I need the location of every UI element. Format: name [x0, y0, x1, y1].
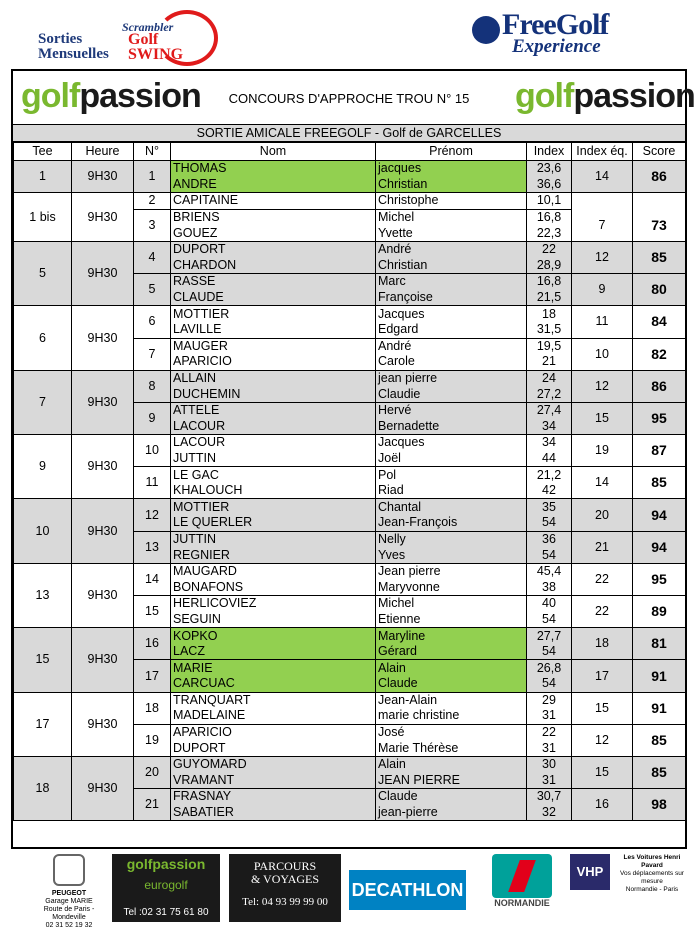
player-index: 36: [527, 531, 572, 547]
team-score: 91: [633, 660, 686, 692]
player-firstname: Alain: [376, 660, 527, 676]
player-index: 31: [527, 740, 572, 756]
player-lastname: MOTTIER: [171, 499, 376, 515]
player-lastname: ATTELE: [171, 402, 376, 418]
col-header-index: Index: [527, 143, 572, 161]
team-number-cell: 4: [134, 241, 171, 273]
team-score: 86: [633, 370, 686, 402]
player-lastname: LACZ: [171, 644, 376, 660]
team-index-eq: [572, 193, 633, 210]
team-index-eq: 14: [572, 161, 633, 193]
team-score: 86: [633, 161, 686, 193]
player-firstname: Etienne: [376, 612, 527, 628]
tee-cell: 15: [14, 628, 72, 692]
team-score: 85: [633, 241, 686, 273]
player-lastname: VRAMANT: [171, 773, 376, 789]
golf-swing-text: Golf SWING: [128, 31, 184, 63]
player-index: 42: [527, 483, 572, 499]
team-number-cell: 16: [134, 628, 171, 660]
golfpassion-logo-left: golfpassion: [21, 77, 201, 115]
player-firstname: marie christine: [376, 708, 527, 724]
team-score: 81: [633, 628, 686, 660]
freegolf-experience-logo: [468, 8, 668, 60]
heure-cell: 9H30: [72, 563, 134, 627]
tee-cell: 7: [14, 370, 72, 434]
team-number-cell: 13: [134, 531, 171, 563]
col-header-no: N°: [134, 143, 171, 161]
player-lastname: GOUEZ: [171, 225, 376, 241]
team-score: 91: [633, 692, 686, 724]
player-index: 45,4: [527, 563, 572, 579]
player-firstname: Nelly: [376, 531, 527, 547]
player-firstname: Bernadette: [376, 419, 527, 435]
player-index: 40: [527, 596, 572, 612]
team-number-cell: 7: [134, 338, 171, 370]
team-number-cell: 19: [134, 724, 171, 756]
player-index: 19,5: [527, 338, 572, 354]
player-firstname: Yvette: [376, 225, 527, 241]
player-firstname: Jacques: [376, 435, 527, 451]
team-index-eq: 14: [572, 467, 633, 499]
team-score: 80: [633, 274, 686, 306]
player-lastname: CARCUAC: [171, 676, 376, 692]
team-number-cell: 21: [134, 789, 171, 821]
table-row: [14, 161, 686, 177]
player-index: 21,5: [527, 290, 572, 306]
team-number-cell: 18: [134, 692, 171, 724]
team-score: 73: [633, 209, 686, 241]
player-index: 10,1: [527, 193, 572, 210]
player-lastname: BONAFONS: [171, 579, 376, 595]
player-firstname: Jean pierre: [376, 563, 527, 579]
team-number-cell: 10: [134, 435, 171, 467]
team-score: [633, 193, 686, 210]
player-lastname: MAUGARD: [171, 563, 376, 579]
team-index-eq: 15: [572, 756, 633, 788]
player-firstname: JEAN PIERRE: [376, 773, 527, 789]
freegolf-text: FreeGolf: [502, 8, 609, 41]
player-lastname: LE GAC: [171, 467, 376, 483]
player-firstname: André: [376, 241, 527, 257]
team-index-eq: 10: [572, 338, 633, 370]
player-lastname: KOPKO: [171, 628, 376, 644]
experience-text: Experience: [512, 36, 601, 57]
team-score: 95: [633, 402, 686, 434]
player-index: 21,2: [527, 467, 572, 483]
team-number-cell: 12: [134, 499, 171, 531]
player-index: 23,6: [527, 161, 572, 177]
team-score: 95: [633, 563, 686, 595]
player-lastname: LAVILLE: [171, 322, 376, 338]
table-row: [14, 499, 686, 515]
heure-cell: 9H30: [72, 756, 134, 820]
team-score: 82: [633, 338, 686, 370]
player-lastname: APARICIO: [171, 724, 376, 740]
player-index: 54: [527, 612, 572, 628]
team-number-cell: 20: [134, 756, 171, 788]
team-score: 98: [633, 789, 686, 821]
player-lastname: REGNIER: [171, 547, 376, 563]
col-header-tee: Tee: [14, 143, 72, 161]
player-firstname: Marc: [376, 274, 527, 290]
player-firstname: jean pierre: [376, 370, 527, 386]
player-firstname: Jean-Alain: [376, 692, 527, 708]
team-index-eq: 21: [572, 531, 633, 563]
tee-cell: 6: [14, 306, 72, 370]
player-lastname: MADELAINE: [171, 708, 376, 724]
player-lastname: APARICIO: [171, 354, 376, 370]
sorties-mensuelles-logo: [38, 10, 218, 63]
player-firstname: Claude: [376, 676, 527, 692]
player-index: 29: [527, 692, 572, 708]
heure-cell: 9H30: [72, 161, 134, 193]
player-index: 31,5: [527, 322, 572, 338]
table-row: [14, 563, 686, 579]
player-lastname: JUTTIN: [171, 451, 376, 467]
team-index-eq: 18: [572, 628, 633, 660]
player-index: 54: [527, 676, 572, 692]
player-firstname: Gérard: [376, 644, 527, 660]
player-index: 34: [527, 419, 572, 435]
player-index: 27,7: [527, 628, 572, 644]
team-number-cell: 11: [134, 467, 171, 499]
player-index: 30: [527, 756, 572, 772]
heure-cell: 9H30: [72, 499, 134, 563]
heure-cell: 9H30: [72, 628, 134, 692]
page-title: CONCOURS D'APPROCHE TROU N° 15: [228, 91, 470, 106]
player-lastname: MOTTIER: [171, 306, 376, 322]
player-lastname: ALLAIN: [171, 370, 376, 386]
player-lastname: FRASNAY: [171, 789, 376, 805]
player-index: 38: [527, 579, 572, 595]
player-lastname: MARIE: [171, 660, 376, 676]
results-table: [13, 142, 686, 821]
player-firstname: Marie Thérèse: [376, 740, 527, 756]
heure-cell: 9H30: [72, 692, 134, 756]
results-body: [14, 161, 686, 821]
team-index-eq: 15: [572, 692, 633, 724]
team-score: 85: [633, 724, 686, 756]
player-index: 54: [527, 515, 572, 531]
team-index-eq: 22: [572, 596, 633, 628]
table-row: [14, 435, 686, 451]
team-number-cell: 17: [134, 660, 171, 692]
team-index-eq: 11: [572, 306, 633, 338]
scrambler-text: Scrambler: [122, 20, 174, 34]
player-firstname: Carole: [376, 354, 527, 370]
player-firstname: Maryline: [376, 628, 527, 644]
player-index: 22: [527, 241, 572, 257]
player-firstname: Joël: [376, 451, 527, 467]
team-score: 85: [633, 756, 686, 788]
team-number-cell: 8: [134, 370, 171, 402]
tee-cell: 1 bis: [14, 193, 72, 242]
player-firstname: Chantal: [376, 499, 527, 515]
sorties-text: Sorties Mensuelles: [38, 31, 109, 62]
player-firstname: Jacques: [376, 306, 527, 322]
player-firstname: André: [376, 338, 527, 354]
player-firstname: jacques: [376, 161, 527, 177]
player-index: 16,8: [527, 209, 572, 225]
page-subtitle: SORTIE AMICALE FREEGOLF - Golf de GARCELLES: [13, 124, 685, 142]
sponsor-credit-agricole: NORMANDIE: [483, 854, 561, 922]
golfpassion-logo-right: golfpassion: [515, 77, 695, 115]
player-index: 21: [527, 354, 572, 370]
player-firstname: Michel: [376, 596, 527, 612]
player-firstname: Yves: [376, 547, 527, 563]
player-lastname: KHALOUCH: [171, 483, 376, 499]
team-score: 85: [633, 467, 686, 499]
team-index-eq: 16: [572, 789, 633, 821]
player-firstname: Alain: [376, 756, 527, 772]
team-index-eq: 17: [572, 660, 633, 692]
team-index-eq: 7: [572, 209, 633, 241]
player-lastname: DUPORT: [171, 241, 376, 257]
player-firstname: Christian: [376, 177, 527, 193]
team-score: 94: [633, 499, 686, 531]
team-index-eq: 15: [572, 402, 633, 434]
player-firstname: Christian: [376, 258, 527, 274]
player-firstname: Maryvonne: [376, 579, 527, 595]
player-index: 28,9: [527, 258, 572, 274]
team-index-eq: 12: [572, 241, 633, 273]
player-firstname: Jean-François: [376, 515, 527, 531]
table-row: [14, 306, 686, 322]
sponsor-decathlon: DECATHLON: [349, 870, 466, 910]
vhp-logo: VHP: [570, 854, 610, 890]
player-lastname: CHARDON: [171, 258, 376, 274]
team-index-eq: 22: [572, 563, 633, 595]
player-lastname: THOMAS: [171, 161, 376, 177]
heure-cell: 9H30: [72, 306, 134, 370]
player-index: 18: [527, 306, 572, 322]
player-firstname: Claude: [376, 789, 527, 805]
player-index: 34: [527, 435, 572, 451]
player-lastname: GUYOMARD: [171, 756, 376, 772]
player-index: 31: [527, 708, 572, 724]
team-number-cell: 2: [134, 193, 171, 210]
heure-cell: 9H30: [72, 435, 134, 499]
tee-cell: 18: [14, 756, 72, 820]
tee-cell: 9: [14, 435, 72, 499]
top-logo-bar: [0, 0, 699, 66]
team-number-cell: 14: [134, 563, 171, 595]
player-index: 26,8: [527, 660, 572, 676]
table-row: [14, 370, 686, 386]
team-index-eq: 9: [572, 274, 633, 306]
heure-cell: 9H30: [72, 193, 134, 242]
player-lastname: DUPORT: [171, 740, 376, 756]
heure-cell: 9H30: [72, 241, 134, 305]
peugeot-lion-icon: [53, 854, 85, 886]
team-index-eq: 12: [572, 724, 633, 756]
player-firstname: Christophe: [376, 193, 527, 210]
team-score: 87: [633, 435, 686, 467]
player-firstname: Françoise: [376, 290, 527, 306]
team-score: 89: [633, 596, 686, 628]
table-row: [14, 692, 686, 708]
player-lastname: SABATIER: [171, 805, 376, 821]
sponsor-footer: [0, 850, 699, 932]
sponsor-golfpassion: golfpassion eurogolf Tel :02 31 75 61 80: [112, 854, 220, 922]
player-index: 27,4: [527, 402, 572, 418]
player-lastname: RASSE: [171, 274, 376, 290]
player-index: 24: [527, 370, 572, 386]
player-lastname: JUTTIN: [171, 531, 376, 547]
player-firstname: José: [376, 724, 527, 740]
player-firstname: Riad: [376, 483, 527, 499]
team-number-cell: 1: [134, 161, 171, 193]
player-index: 54: [527, 547, 572, 563]
team-index-eq: 19: [572, 435, 633, 467]
player-firstname: Pol: [376, 467, 527, 483]
credit-agricole-logo-icon: [492, 854, 552, 898]
player-lastname: HERLICOVIEZ: [171, 596, 376, 612]
tee-cell: 5: [14, 241, 72, 305]
sponsor-vhp: VHP Les Voitures Henri Pavard Vos déplacements sur mesure Normandie - Paris: [570, 854, 690, 922]
col-header-nom: Nom: [171, 143, 376, 161]
player-index: 54: [527, 644, 572, 660]
player-index: 22: [527, 724, 572, 740]
golf-ball-icon: [472, 16, 500, 44]
heure-cell: 9H30: [72, 370, 134, 434]
team-index-eq: 20: [572, 499, 633, 531]
player-index: 31: [527, 773, 572, 789]
team-number-cell: 6: [134, 306, 171, 338]
tee-cell: 17: [14, 692, 72, 756]
player-index: 16,8: [527, 274, 572, 290]
table-row: [14, 628, 686, 644]
player-lastname: TRANQUART: [171, 692, 376, 708]
tee-cell: 10: [14, 499, 72, 563]
team-number-cell: 3: [134, 209, 171, 241]
team-number-cell: 5: [134, 274, 171, 306]
player-lastname: BRIENS: [171, 209, 376, 225]
player-firstname: Hervé: [376, 402, 527, 418]
team-score: 94: [633, 531, 686, 563]
tee-cell: 13: [14, 563, 72, 627]
player-index: 30,7: [527, 789, 572, 805]
player-lastname: LACOUR: [171, 435, 376, 451]
team-number-cell: 15: [134, 596, 171, 628]
player-index: 36,6: [527, 177, 572, 193]
player-firstname: Michel: [376, 209, 527, 225]
table-header-row: [14, 143, 686, 161]
document-header: [13, 71, 695, 124]
player-lastname: CAPITAINE: [171, 193, 376, 210]
player-firstname: jean-pierre: [376, 805, 527, 821]
player-index: 35: [527, 499, 572, 515]
player-lastname: SEGUIN: [171, 612, 376, 628]
player-index: 32: [527, 805, 572, 821]
player-index: 22,3: [527, 225, 572, 241]
player-lastname: ANDRE: [171, 177, 376, 193]
player-lastname: DUCHEMIN: [171, 386, 376, 402]
player-lastname: MAUGER: [171, 338, 376, 354]
table-row: [14, 756, 686, 772]
player-firstname: Edgard: [376, 322, 527, 338]
tee-cell: 1: [14, 161, 72, 193]
table-row: [14, 241, 686, 257]
player-lastname: LACOUR: [171, 419, 376, 435]
sponsor-peugeot: PEUGEOT Garage MARIE Route de Paris - Mondeville 02 31 52 19 32: [34, 854, 104, 922]
player-firstname: Claudie: [376, 386, 527, 402]
player-index: 27,2: [527, 386, 572, 402]
col-header-score: Score: [633, 143, 686, 161]
player-index: 44: [527, 451, 572, 467]
team-number-cell: 9: [134, 402, 171, 434]
player-lastname: CLAUDE: [171, 290, 376, 306]
player-lastname: LE QUERLER: [171, 515, 376, 531]
col-header-heure: Heure: [72, 143, 134, 161]
col-header-index-eq: Index éq.: [572, 143, 633, 161]
table-row: [14, 193, 686, 210]
team-score: 84: [633, 306, 686, 338]
team-index-eq: 12: [572, 370, 633, 402]
col-header-prenom: Prénom: [376, 143, 527, 161]
sponsor-parcours-voyages: PARCOURS & VOYAGES Tel: 04 93 99 99 00: [229, 854, 341, 922]
